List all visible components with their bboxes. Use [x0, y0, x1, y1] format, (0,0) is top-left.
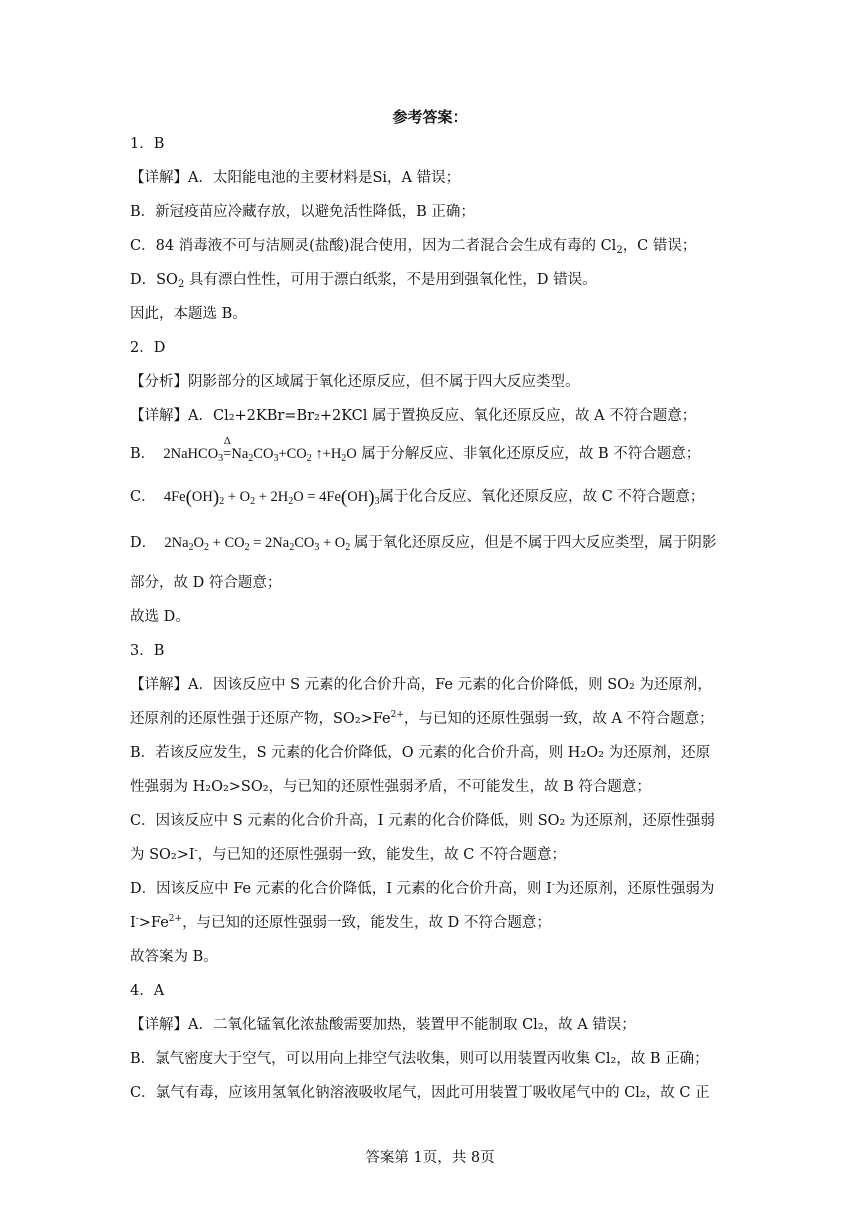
q3-option-d2: $I^->Fe^{2+}$，与已知的还原性强弱一致，能发生，故 D 不符合题意； — [130, 914, 551, 931]
equation-d: $2Na_2O_2 + CO_2 = 2Na_2CO_3 + O_2$ — [160, 535, 351, 553]
q1-option-d: D．$SO_2$ 具有漂白性性，可用于漂白纸浆，不是用到强氧化性，D 错误。 — [130, 272, 597, 290]
equation-c: $4Fe(OH)_2 + O_2 + 2H_2O = 4Fe(OH)_3$ — [160, 487, 380, 508]
equation-b: 2NaHCO$_3$= Δ $Na_2CO_3+CO_2$ $↑+H_2O$ — [159, 435, 357, 464]
q2-analysis: 【分析】阴影部分的区域属于氧化还原反应，但不属于四大反应类型。 — [130, 374, 580, 390]
q2-option-d-cont: 部分，故 D 符合题意； — [130, 575, 282, 591]
q1-detail-a: 【详解】A．太阳能电池的主要材料是Si，A 错误； — [130, 170, 461, 186]
q3-answer: 3．B — [130, 643, 165, 659]
q2-detail-a: 【详解】A．Cl₂+2KBr=Br₂+2KCl 属于置换反应、氧化还原反应，故 A 不符合题意； — [130, 408, 697, 424]
q3-conclusion: 故答案为 B。 — [130, 949, 218, 965]
q3-option-d1: D．因该反应中 Fe 元素的化合价降低，I 元素的化合价升高，则 I-为还原剂，还原性强弱为 — [130, 880, 715, 897]
q4-answer: 4．A — [130, 983, 165, 999]
q4-option-c: C．氯气有毒，应该用氢氧化钠溶液吸收尾气，因此可用装置丁吸收尾气中的 Cl₂，故 C 正 — [130, 1085, 710, 1101]
q1-option-c: C．84 消毒液不可与洁厕灵(盐酸)混合使用，因为二者混合会生成有毒的 $Cl_2$，C 错误； — [130, 238, 697, 256]
q4-detail-a: 【详解】A．二氧化锰氧化浓盐酸需要加热，装置甲不能制取 Cl₂，故 A 错误； — [130, 1017, 636, 1033]
q2-option-b: B． 2NaHCO$_3$= Δ $Na_2CO_3+CO_2$ $↑+H_2O$ 属于分解反应、非氧化还原反应，故 B 不符合题意； — [130, 435, 701, 464]
q2-option-d: D． $2Na_2O_2 + CO_2 = 2Na_2CO_3 + O_2$ 属于氧化还原反应，但是不属于四大反应类型，属于阴影 — [130, 535, 717, 553]
q3-option-b2: 性强弱为 H₂O₂>SO₂，与已知的还原性强弱矛盾，不可能发生，故 B 符合题意； — [130, 779, 651, 795]
page-title: 参考答案： — [392, 108, 468, 126]
q3-option-b1: B．若该反应发生，S 元素的化合价降低，O 元素的化合价升高，则 H₂O₂ 为还原剂，还原 — [130, 745, 711, 761]
q3-detail-a1: 【详解】A．因该反应中 S 元素的化合价升高，Fe 元素的化合价降低，则 SO₂ 为还原剂， — [130, 677, 712, 693]
q3-detail-a2: 还原剂的还原性强于还原产物，$SO_2>Fe^{2+}$，与已知的还原性强弱一致，故 A 不符合题意； — [130, 710, 714, 727]
q3-option-c2: 为 SO₂>I-，与已知的还原性强弱一致，能发生，故 C 不符合题意； — [130, 846, 566, 863]
q2-option-c: C． $4Fe(OH)_2 + O_2 + 2H_2O = 4Fe(OH)_3$属于化合反应、氧化还原反应，故 C 不符合题意； — [130, 487, 705, 508]
q1-conclusion: 因此，本题选 B。 — [130, 306, 247, 322]
page-footer: 答案第 1页，共 8页 — [365, 1150, 495, 1166]
q4-option-b: B．氯气密度大于空气，可以用向上排空气法收集，则可以用装置丙收集 Cl₂，故 B 正确； — [130, 1051, 709, 1067]
q2-answer: 2．D — [130, 340, 166, 356]
q1-answer: 1．B — [130, 136, 165, 152]
q2-conclusion: 故选 D。 — [130, 609, 190, 625]
q1-option-b: B．新冠疫苗应冷藏存放，以避免活性降低，B 正确； — [130, 204, 475, 220]
q3-option-c1: C．因该反应中 S 元素的化合价升高，I 元素的化合价降低，则 SO₂ 为还原剂，还原性强弱 — [130, 813, 715, 829]
